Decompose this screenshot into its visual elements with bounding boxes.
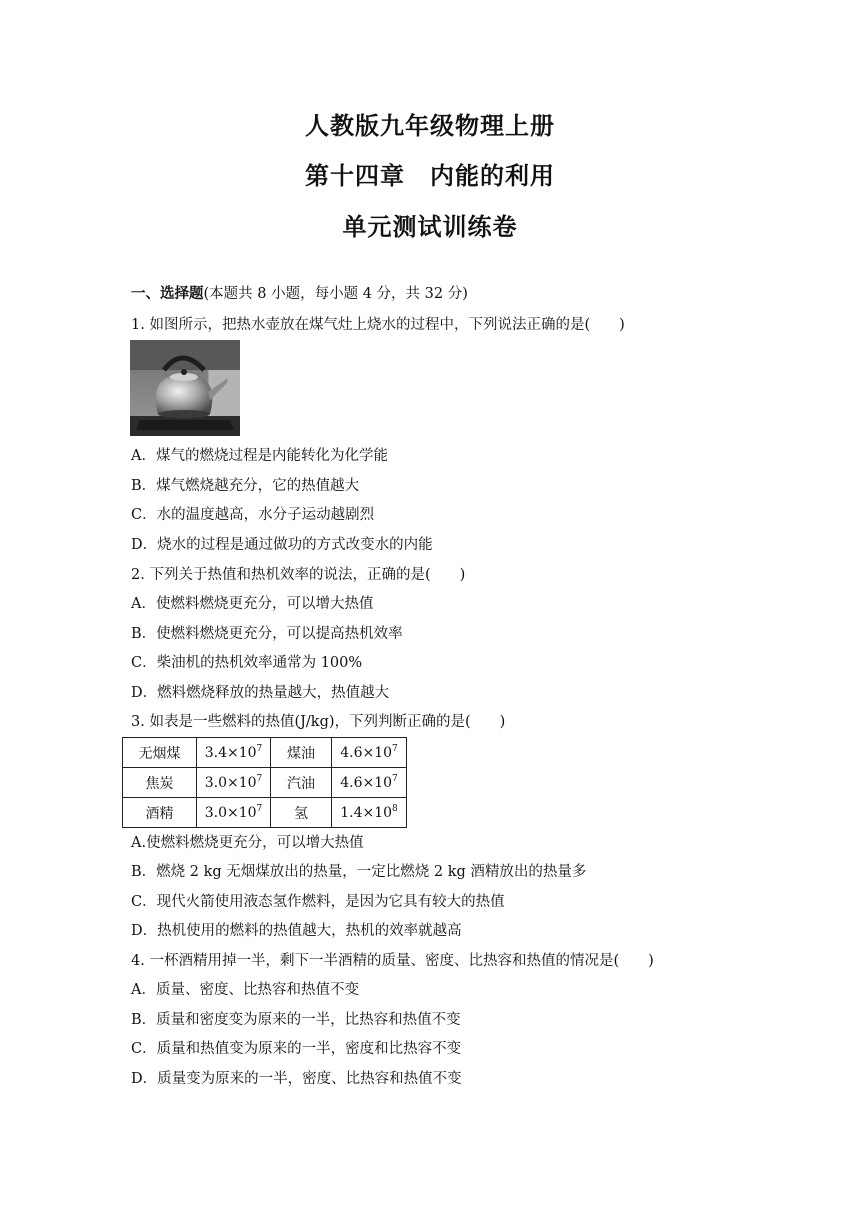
value-exponent: 7: [392, 744, 398, 754]
value-base: 3.0×10: [204, 805, 257, 821]
fuel-heat-value-table: [122, 737, 407, 828]
question-4-option-d: D．质量变为原来的一半，密度、比热容和热值不变: [131, 1071, 462, 1087]
question-1-option-a: A．煤气的燃烧过程是内能转化为化学能: [131, 448, 388, 464]
question-4-stem: 4. 一杯酒精用掉一半，剩下一半酒精的质量、密度、比热容和热值的情况是( ): [131, 953, 654, 969]
section-label: 一、选择题: [131, 286, 204, 302]
question-3-option-b: B．燃烧 2 kg 无烟煤放出的热量，一定比燃烧 2 kg 酒精放出的热量多: [131, 864, 587, 880]
question-2-option-c: C．柴油机的热机效率通常为 100%: [131, 655, 363, 671]
test-title: 单元测试训练卷: [342, 213, 518, 241]
question-4-option-b: B．质量和密度变为原来的一半，比热容和热值不变: [131, 1012, 461, 1028]
table-cell: [332, 798, 407, 828]
table-row: [123, 738, 407, 768]
table-cell: 汽油: [271, 768, 332, 798]
question-2-stem: 2. 下列关于热值和热机效率的说法，正确的是( ): [131, 567, 466, 583]
table-cell: [197, 738, 271, 768]
kettle-photo-icon: [130, 340, 240, 436]
page-title: 人教版九年级物理上册: [305, 112, 555, 140]
question-3-stem: 3. 如表是一些燃料的热值(J/kg)，下列判断正确的是( ): [131, 714, 506, 730]
question-3-option-d: D．热机使用的燃料的热值越大，热机的效率就越高: [131, 923, 462, 939]
value-base: 3.4×10: [204, 745, 257, 761]
value-base: 4.6×10: [340, 775, 393, 791]
value-exponent: 8: [392, 804, 398, 814]
value-base: 3.0×10: [204, 775, 257, 791]
question-3-option-a: A.使燃料燃烧更充分，可以增大热值: [131, 835, 364, 851]
table-row: [123, 798, 407, 828]
question-1-option-b: B．煤气燃烧越充分，它的热值越大: [131, 478, 360, 494]
question-2-option-d: D．燃料燃烧释放的热量越大，热值越大: [131, 685, 390, 701]
value-exponent: 7: [256, 744, 263, 754]
table-cell: 酒精: [123, 798, 197, 828]
kettle-figure: [130, 340, 240, 436]
chapter-title: 第十四章 内能的利用: [305, 162, 555, 190]
table-cell: 氢: [271, 798, 332, 828]
value-exponent: 7: [392, 774, 398, 784]
table-cell: 无烟煤: [123, 738, 197, 768]
table-cell: 焦炭: [123, 768, 197, 798]
section-note: (本题共 8 小题，每小题 4 分，共 32 分): [203, 286, 468, 302]
question-3-option-c: C．现代火箭使用液态氢作燃料，是因为它具有较大的热值: [131, 894, 505, 910]
section-heading: [131, 282, 468, 303]
table-cell: [197, 768, 271, 798]
question-2-option-a: A．使燃料燃烧更充分，可以增大热值: [131, 596, 374, 612]
value-base: 1.4×10: [340, 805, 393, 821]
question-2-option-b: B．使燃料燃烧更充分，可以提高热机效率: [131, 626, 403, 642]
question-4-option-a: A．质量、密度、比热容和热值不变: [131, 982, 359, 998]
question-1-option-d: D．烧水的过程是通过做功的方式改变水的内能: [131, 537, 433, 553]
table-cell: [197, 798, 271, 828]
question-1-option-c: C．水的温度越高，水分子运动越剧烈: [131, 507, 375, 523]
table-row: [123, 768, 407, 798]
question-1-stem: 1. 如图所示，把热水壶放在煤气灶上烧水的过程中，下列说法正确的是( ): [131, 317, 625, 333]
table-cell: [332, 738, 407, 768]
table-cell: [332, 768, 407, 798]
value-exponent: 7: [256, 804, 263, 814]
value-base: 4.6×10: [340, 745, 393, 761]
table-cell: 煤油: [271, 738, 332, 768]
question-4-option-c: C．质量和热值变为原来的一半，密度和比热容不变: [131, 1041, 462, 1057]
value-exponent: 7: [256, 774, 263, 784]
